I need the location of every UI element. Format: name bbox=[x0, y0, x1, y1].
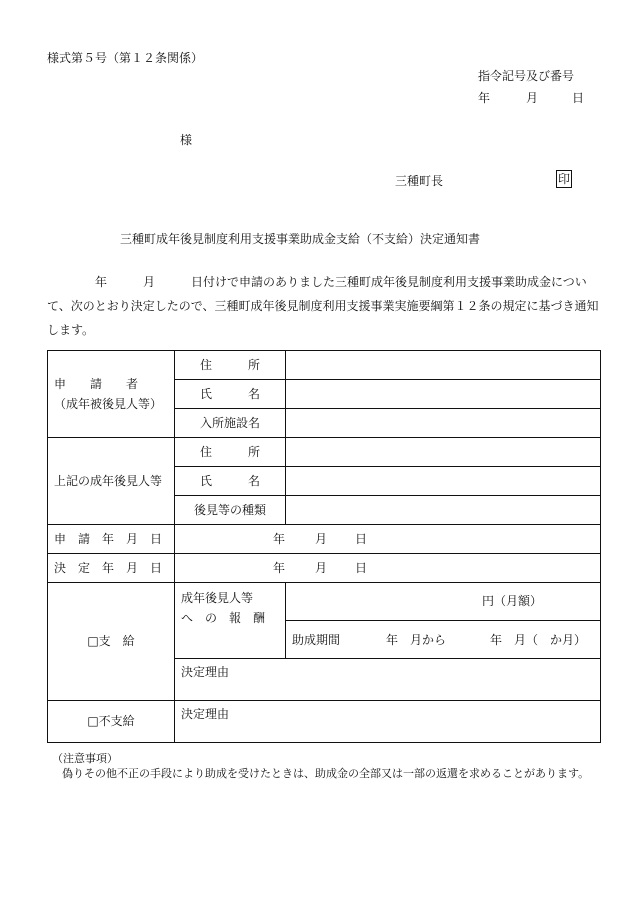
applicant-name-value[interactable] bbox=[286, 380, 601, 409]
guardian-name-value[interactable] bbox=[286, 467, 601, 496]
applicant-label-main: 申 請 者 bbox=[54, 376, 139, 391]
form-number: 様式第５号（第１２条関係） bbox=[47, 51, 204, 65]
reference-number-label: 指令記号及び番号 bbox=[478, 69, 575, 83]
issue-date-day: 日 bbox=[572, 91, 585, 105]
guardian-address-label: 住 所 bbox=[175, 438, 286, 467]
decision-date-value[interactable]: 年 月 日 bbox=[175, 554, 601, 583]
addressee: 様 bbox=[180, 133, 193, 147]
intro-month: 月 bbox=[143, 275, 156, 289]
mayor-signature: 三種町長 bbox=[395, 174, 444, 188]
application-date-value[interactable]: 年 月 日 bbox=[175, 525, 601, 554]
decision-date-label: 決 定 年 月 日 bbox=[48, 554, 175, 583]
facility-value[interactable] bbox=[286, 409, 601, 438]
remuneration-label: 成年後見人等 へ の 報 酬 bbox=[175, 583, 286, 659]
document-title: 三種町成年後見制度利用支援事業助成金支給（不支給）決定通知書 bbox=[120, 232, 481, 246]
guardian-type-label: 後見等の種類 bbox=[175, 496, 286, 525]
issue-date-month: 月 bbox=[526, 91, 539, 105]
facility-label: 入所施設名 bbox=[175, 409, 286, 438]
non-payment-option[interactable] bbox=[48, 701, 175, 743]
seal-mark: 印 bbox=[558, 172, 571, 186]
issue-date bbox=[478, 92, 588, 106]
applicant-label bbox=[48, 351, 175, 438]
remuneration-amount[interactable]: 円（月額） bbox=[286, 583, 601, 621]
decision-table bbox=[47, 350, 601, 743]
intro-year: 年 bbox=[95, 275, 108, 289]
subsidy-period[interactable]: 助成期間 年 月から 年 月（ か月） bbox=[286, 621, 601, 659]
guardian-type-value[interactable] bbox=[286, 496, 601, 525]
applicant-name-label: 氏 名 bbox=[175, 380, 286, 409]
non-payment-reason[interactable]: 決定理由 bbox=[175, 701, 601, 743]
guardian-label: 上記の成年後見人等 bbox=[48, 438, 175, 525]
payment-reason[interactable]: 決定理由 bbox=[175, 659, 601, 701]
notes-heading: （注意事項） bbox=[52, 752, 118, 765]
payment-option[interactable] bbox=[48, 583, 175, 701]
applicant-address-label: 住 所 bbox=[175, 351, 286, 380]
guardian-address-value[interactable] bbox=[286, 438, 601, 467]
applicant-label-sub: （成年被後見人等） bbox=[54, 397, 163, 411]
intro-text: 日付けで申請のありました三種町成年後見制度利用支援事業助成金について、次のとおり決定したので、三種町成年後見制度利用支援事業実施要綱第１２条の規定に基づき通知します。 bbox=[47, 275, 599, 337]
intro-paragraph bbox=[47, 270, 603, 342]
applicant-address-value[interactable] bbox=[286, 351, 601, 380]
payment-checkbox[interactable]: □支 給 bbox=[87, 634, 135, 649]
application-date-label: 申 請 年 月 日 bbox=[48, 525, 175, 554]
issue-date-year: 年 bbox=[478, 91, 491, 105]
notes-text: 偽りその他不正の手段により助成を受けたときは、助成金の全部又は一部の返還を求めることがあります。 bbox=[62, 767, 590, 780]
guardian-name-label: 氏 名 bbox=[175, 467, 286, 496]
non-payment-checkbox[interactable]: □不支給 bbox=[87, 714, 135, 729]
